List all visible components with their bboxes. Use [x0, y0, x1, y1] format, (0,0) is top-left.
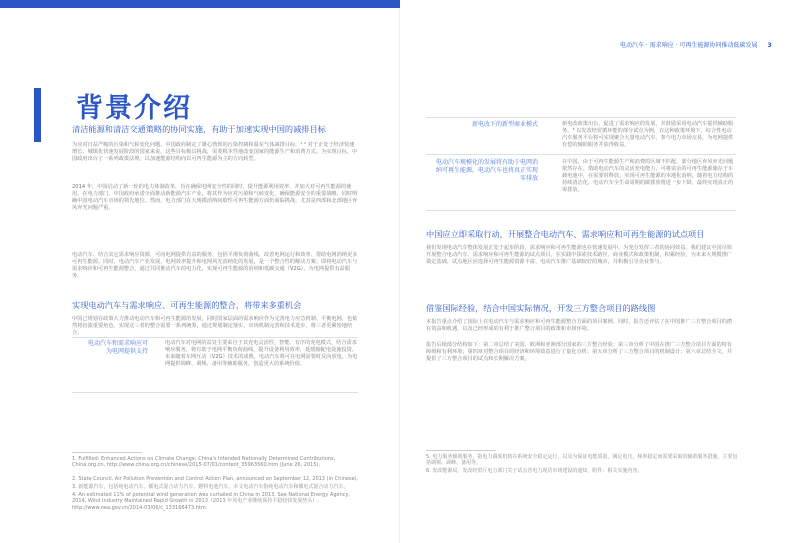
paragraph-text: 本报告重点介绍了国际上在电动汽车与需求响应和可再生能源整合方面的项目案例。同时，报告还评估了在中国推广三方整合项目的潜在效益和机遇，以及已经形成的有利于推广整合项目的政策和市场环境。 [426, 319, 733, 333]
table-rule [426, 117, 736, 118]
paragraph-text: 报告后续部分结构如下：第二章总结了美国、欧洲和亚洲部分国家的三方整合经验；第三章分析了中国在推广三方整合项目方面的特有障碍和有利环境；第四章对整合项目的经济和环境效益进行了量化分析；第五章分析了三方整合项目的机制设计；第六章总结全文，并提供了三方整合项目的试点和长期解决方案。 [426, 342, 733, 363]
table-row-text: 在中国，由于可再生能源生产和消费的区域不匹配，部分地区弃风弃光问题依然存在。借助电动汽车的灵活充电能力，可将富余的可再生能源储存于车载电池中，在需要时释放，实现可再生能源的本地化消纳。随着电力结构的持续清洁化，电动汽车全生命周期的碳排放将进一步下降，最终实现真正的零排放。 [562, 159, 734, 194]
body-paragraph [426, 342, 736, 363]
body-paragraph [72, 142, 358, 163]
footnote-1: 1. Fulfilled: Enhanced Actions on Climate Change: China's Intended Nationally Determined Contributions, China.org.cn, http://www.china.org.cn/chinese/2015-07/01/content_35963560.htm (June 26, 2015). [72, 456, 336, 469]
section-heading-synergy: 清洁能源和清洁交通策略的协同实施，有助于加速实现中国的减排目标 [72, 124, 326, 134]
footnote-3: 3. 新能源汽车，包括纯电动汽车、插电式混合动力汽车、燃料电池汽车。本文电动汽车指纯电动汽车和插电式混合动力汽车。 [72, 484, 349, 490]
running-header [620, 40, 772, 49]
section-heading-roadmap: 借鉴国际经验，结合中国实际情况，开发三方整合项目的路线图 [426, 303, 656, 313]
section-heading-integration: 实现电动汽车与需求响应、可再生能源的整合，将带来多重机会 [72, 300, 302, 310]
table-row-label: 电动汽车和需求响应可为电网提供支持 [87, 340, 148, 355]
table-rule [72, 337, 358, 338]
chapter-color-bar [0, 0, 400, 8]
paragraph-text: 为应对日益严峻的污染和气候变化问题，中国政府制定了雄心勃勃的污染控制和温室气体减排目标。¹ ² 对于正处于经济快速增长、城镇化快速发展阶段的国家来说，这些目标极具挑战，需要根本性地改变国家的能源生产和消费方式。为实现目标，中国政府出台了一系列政策法规，以加速能源结构向以可再生能源为主的方向转型。 [72, 142, 358, 163]
table-row-text: 电动汽车对电网的益处主要来自于其充电灵活性，智能、有序的充电模式，结合需求响应服务，将有助于电网平衡负荷曲线，提升设备利用效率，延缓输配电设施投资。未来随着车网互动（V2G）技术的成熟，电动汽车将可在电网需要时反向放电，为电网提供调峰、调频、备用等辅助服务，创造更大的系统价值。 [165, 340, 358, 368]
table-row-label: 电动汽车规模化的发展将有助于电网消纳可再生能源，电动汽车也将真正实现零排放 [435, 159, 538, 182]
body-paragraph [426, 319, 736, 333]
body-paragraph [426, 245, 736, 266]
chapter-accent-bar [34, 88, 41, 142]
footnote-2: 2. State Council, Air Pollution Prevention and Control Action Plan, announced on September 12, 2013 (in Chinese). [72, 476, 359, 482]
body-paragraph [72, 316, 358, 337]
chapter-title: 背景介绍 [76, 93, 192, 124]
body-paragraph [72, 252, 358, 280]
footnote-6: 6. 发改能源局，发改经贸厅电力部门关于试点省电力现货市场建设的通知，附件：相关实施内容。 [426, 468, 643, 474]
body-paragraph [72, 184, 358, 212]
paragraph-text: 中国已规划在政策大力推动电动汽车和可再生能源的发展，同时国家层面的需求响应作为完善电力应急机制、平衡电网，也依然将扮演重要角色。实现这三者的整合需要一系列统筹，通过规划制定落实、市场机制完善和技术进步，将三者更紧密地结合。 [72, 316, 358, 337]
table-rule [426, 210, 736, 211]
footnote-rule [72, 452, 142, 453]
table-row-label: 新电改下的新型商业模式 [471, 121, 538, 128]
page-number: 3 [767, 42, 772, 49]
paragraph-text: 电动汽车、结合其它需求响应资源，可向电网提供有益的服务，包括平滑负荷曲线、改善电网运行和效率、帮助电网消纳更多可再生能源。同时，电动汽车产业发展，电网效率提升和电网风光消纳化的发展，是一个整合性的解决方案；即将电动汽车与需求响应和可再生能源整合，通过共同推动汽车的电力化，实现可再生能源的消纳和低碳交通（V2G），为电网提供有益服务。 [72, 252, 358, 280]
footnote-rule [426, 450, 496, 451]
table-rule [72, 392, 358, 393]
running-header-title: 电动汽车 · 需求响应 · 可再生能源协同推动低碳发展 [620, 42, 758, 49]
table-rule [426, 154, 736, 155]
table-row-text: 新电改政策出台，促进了需求响应的发展，并鼓励采用电动汽车提供辅助服务。³ 以发改经贸循环能的部分试点为例，在这种政策环境下，综合性电动汽车服务平台将可实现聚合大量电动汽车，参与电力市场交易，为电网提供有偿的辅助服务并获得收益。 [562, 121, 734, 149]
paragraph-text: 2014 年，中国启动了新一轮的电力体制改革，旨在确保电网安全性的同时，提升能源利用效率、并加大对可再生能源的使用。在电力部门，中国政府承诺全面推动新能源汽车产业，将其作为应对污染和气候变化、确保能源安全的重要战略，同时明确中国电动汽车市场的领先地位。然而，电力部门在大规模消纳间歇性可再生能源方面仍面临挑战，尤其是西部和北部地区弃风弃光问题严重。 [72, 184, 358, 212]
section-heading-pilot: 中国应立即采取行动，开展整合电动汽车、需求响应和可再生能源的试点项目 [426, 229, 705, 239]
paragraph-text: 我们发现电动汽车整体发展正处于起步阶段，需求响应和可再生能源也在快速发展中。为充分发挥三者的协同效益，我们建议中国尽快开展整合电动汽车、需求响应和可再生能源的试点项目，在实践中探索技术路径、商业模式和政策机制，积累经验，为未来大规模推广奠定基础。试点地区应选择可再生能源资源丰富、电动汽车推广基础较好的城市，并积极引导企业参与。 [426, 245, 733, 266]
footnote-5: 5. 电力服务辅助服务，指电力调度机构在系统安全稳定运行，以及为保证电能质量，满足电压、频率稳定而需要采取的辅助服务措施，主要包括调频、调峰、备用等。 [426, 454, 738, 467]
footnote-4: 4. An estimated 11% of potential wind generation was curtailed in China in 2013. See National Energy Agency, 2014, Wind Industry Maintained Rapid Growth in 2013（2013 年风电产业继续保持平稳较快发展势头）, http://www.nea.gov.cn/2014-03/06/c_133166473.htm. [72, 492, 351, 511]
